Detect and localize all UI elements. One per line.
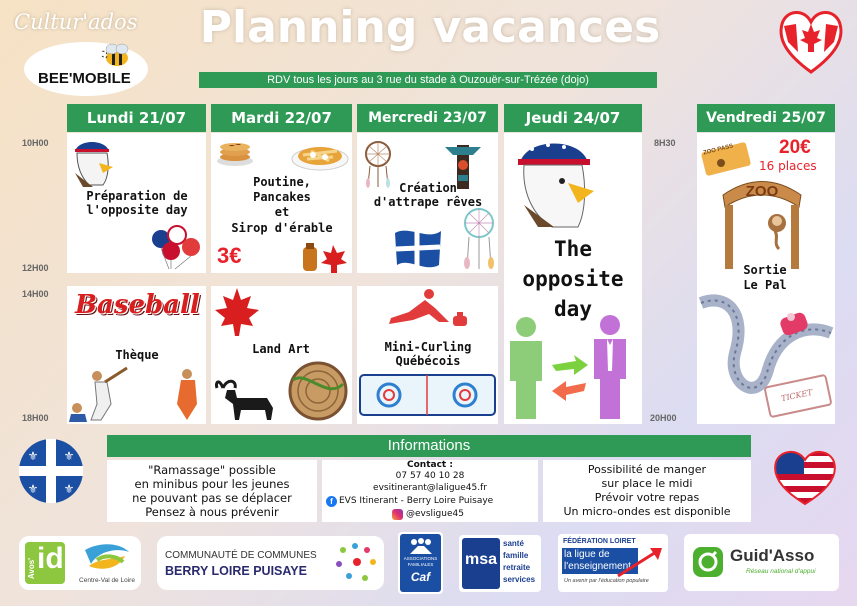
day-header-thursday: Jeudi 24/07: [504, 104, 642, 132]
logo-msa: [459, 535, 541, 592]
moose-icon: [213, 368, 283, 420]
avos-id-prefix: Avos': [27, 557, 37, 580]
curling-rink-icon: [359, 374, 496, 416]
msa-l1: santé: [503, 539, 524, 548]
brand-logo-bottom: BEE'MOBILE: [38, 70, 131, 87]
svg-text:⚜: ⚜: [63, 482, 75, 496]
logo-guid-asso: [684, 534, 839, 591]
activity-tue-am-l1: Poutine,: [253, 175, 311, 189]
places-friday: 16 places: [759, 159, 817, 173]
info-right-box: [543, 460, 751, 522]
monday-morning-card: [67, 133, 206, 273]
caf-l3: Caf: [410, 570, 431, 584]
wednesday-morning-card: [357, 133, 498, 273]
activity-tue-am-l4: Sirop d'érable: [231, 221, 333, 235]
poutine-icon: [291, 137, 349, 171]
time-label: 14H00: [22, 289, 49, 299]
logo-caf: [398, 532, 443, 594]
info-right-line: Un micro-ondes est disponible: [563, 505, 731, 518]
region-logo-icon: [79, 542, 135, 576]
contact-facebook[interactable]: EVS Itinerant - Berry Loire Puisaye: [339, 496, 494, 506]
svg-text:⚜: ⚜: [27, 482, 39, 496]
ligue-top: FÉDÉRATION LOIRET: [563, 538, 636, 545]
thursday-card: [504, 133, 642, 424]
activity-wed-pm-l2: Québécois: [395, 354, 461, 368]
brand-logo-top: Cultur'ados: [14, 10, 138, 34]
page-title: Planning vacances: [199, 2, 661, 53]
ticket-label: TICKET: [780, 387, 814, 404]
quebec-flag-icon: [393, 223, 443, 273]
info-contact-box: [322, 460, 538, 522]
activity-tue-pm: Land Art: [252, 342, 310, 356]
msa-l4: services: [503, 575, 536, 584]
caf-l2: FAMILIALES: [407, 562, 434, 567]
baseball-logo-text: Baseball: [75, 290, 200, 320]
monday-afternoon-card: [67, 286, 206, 424]
info-banner: Informations: [107, 435, 751, 457]
subtitle-banner: RDV tous les jours au 3 rue du stade à Ouzouër-sur-Trézée (dojo): [199, 72, 657, 88]
caf-figures-icon: [408, 538, 434, 554]
quebec-flag-circle-icon: [18, 438, 84, 504]
logo-cc-berry-loire-puisaye: [157, 536, 384, 590]
info-right-line: Possibilité de manger: [587, 463, 707, 476]
activity-thu-l1: The: [554, 237, 592, 261]
friday-card: [697, 133, 835, 424]
info-left-line: en minibus pour les jeunes: [134, 477, 290, 491]
brand-logo: [10, 6, 160, 102]
day-header-tuesday: Mardi 22/07: [211, 104, 352, 132]
day-header-friday: Vendredi 25/07: [697, 104, 835, 132]
activity-tue-am-l2: Pancakes: [253, 190, 311, 204]
maple-syrup-icon: [297, 241, 349, 273]
balloons-icon: [149, 225, 205, 271]
info-left-line: ne pouvant pas se déplacer: [132, 491, 292, 505]
activity-thu-l2: opposite: [522, 267, 624, 291]
info-left-box: [107, 460, 317, 522]
svg-text:⚜: ⚜: [27, 449, 39, 463]
day-header-wednesday: Mercredi 23/07: [357, 104, 498, 132]
msa-big: msa: [464, 551, 498, 568]
activity-wed-pm-l1: Mini-Curling: [384, 340, 472, 354]
facebook-icon: f: [326, 496, 337, 507]
info-left-line: Pensez à nous prévenir: [145, 505, 279, 519]
tuesday-morning-card: [211, 133, 352, 273]
wednesday-afternoon-card: [357, 286, 498, 424]
time-label: 8H30: [654, 138, 676, 148]
usa-heart-icon: [770, 446, 840, 508]
eagle-icon: [69, 137, 115, 189]
zoo-sign-text: ZOO: [745, 183, 779, 200]
activity-fri-l2: Le Pal: [743, 278, 787, 292]
activity-fri-l1: Sortie: [743, 263, 787, 277]
bee-icon: [100, 42, 134, 70]
guid-asso-tagline: Réseau national d'appui: [746, 568, 816, 575]
info-right-line: Prévoir votre repas: [594, 491, 700, 504]
svg-text:⚜: ⚜: [63, 449, 75, 463]
info-left-line: "Ramassage" possible: [148, 463, 276, 477]
zoo-pass-label: ZOO PASS: [702, 143, 734, 157]
msa-l2: famille: [503, 551, 529, 560]
activity-thu-l3: day: [554, 297, 592, 321]
people-swap-icon: [504, 311, 642, 423]
ligue-l2: l'enseignement: [564, 561, 631, 572]
eagle-icon: [512, 135, 596, 229]
logo-avos-id: [19, 536, 141, 590]
contact-phone: 07 57 40 10 28: [395, 471, 465, 481]
ligue-l1: la ligue de: [564, 549, 610, 560]
logo-ligue-enseignement: [558, 534, 668, 592]
ligue-tagline: Un avenir par l'éducation populaire: [564, 578, 649, 584]
dreamcatcher-icon: [461, 205, 497, 271]
cc-line2: BERRY LOIRE PUISAYE: [165, 564, 307, 578]
instagram-icon: [392, 509, 403, 520]
day-header-monday: Lundi 21/07: [67, 104, 206, 132]
caf-l1: ASSOCIATIONS: [403, 556, 438, 561]
price-friday: 20€: [779, 137, 811, 158]
activity-mon-am: Préparation de l'opposite day: [86, 189, 188, 217]
msa-l3: retraite: [503, 563, 531, 572]
ligue-arrow-icon: [616, 546, 664, 580]
baseball-players-icon: [67, 364, 206, 424]
region-name: Centre-Val de Loire: [79, 577, 135, 584]
time-label: 20H00: [650, 413, 677, 423]
maple-leaf-icon: [211, 286, 263, 338]
canada-heart-icon: [776, 4, 846, 76]
info-right-line: sur place le midi: [601, 477, 693, 490]
cc-line1: COMMUNAUTÉ DE COMMUNES: [165, 550, 317, 561]
avos-id-letters: id: [37, 542, 64, 575]
time-label: 10H00: [22, 138, 49, 148]
activity-tue-am-l3: et: [274, 205, 290, 219]
price-tuesday: 3€: [217, 243, 242, 268]
wood-slice-icon: [287, 360, 349, 422]
pancakes-icon: [215, 135, 255, 167]
contact-email[interactable]: evsitinerant@laligue45.fr: [373, 483, 487, 493]
contact-title: Contact :: [407, 460, 453, 470]
curling-icon: [379, 288, 475, 334]
guid-asso-icon: [692, 546, 724, 578]
cc-swirl-icon: [333, 540, 381, 586]
tuesday-afternoon-card: [211, 286, 352, 424]
guid-asso-name: Guid'Asso: [730, 546, 815, 565]
time-label: 12H00: [22, 263, 49, 273]
activity-mon-pm: Thèque: [115, 348, 159, 362]
activity-wed-am: Création d'attrape rêves: [373, 181, 483, 209]
contact-instagram[interactable]: @evsligue45: [406, 509, 464, 519]
time-label: 18H00: [22, 413, 49, 423]
